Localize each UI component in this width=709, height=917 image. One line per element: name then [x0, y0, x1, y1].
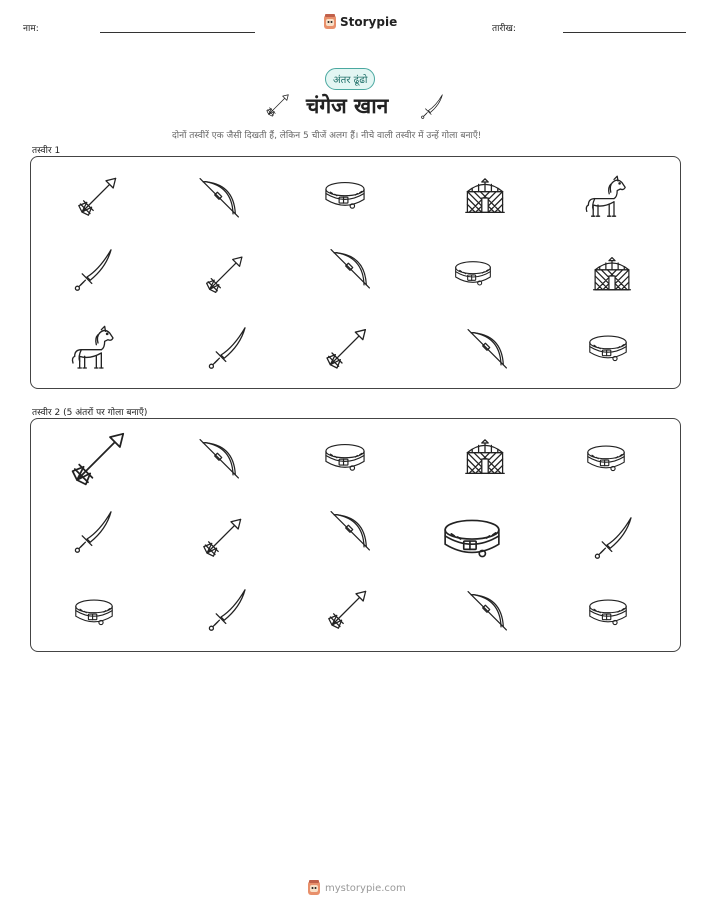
page-title: चंगेज खान	[306, 94, 389, 118]
belt-icon	[583, 327, 633, 369]
arrow-icon	[197, 513, 249, 561]
title-arrow-icon	[262, 91, 294, 119]
arrow-icon	[201, 251, 249, 297]
bow-icon	[328, 507, 374, 553]
arrow-icon	[61, 425, 137, 491]
date-input-line[interactable]	[563, 32, 686, 33]
picture1-label: तस्वीर 1	[32, 146, 61, 156]
sword-icon	[71, 507, 119, 555]
belt-icon	[321, 173, 369, 217]
horse-icon	[581, 173, 631, 221]
bow-icon	[197, 174, 243, 220]
belt-icon	[437, 507, 507, 569]
bow-icon	[197, 435, 243, 481]
yurt-icon	[461, 174, 509, 222]
bow-icon	[328, 245, 374, 291]
bow-icon	[465, 587, 511, 633]
belt-icon	[321, 435, 369, 479]
instructions: दोनों तस्वीरें एक जैसी दिखती हैं, लेकिन 5 चीजें अलग हैं। नीचे वाली तस्वीर में उन्हें गोला बनाएँ!	[172, 131, 482, 141]
title-sword-icon	[418, 92, 448, 120]
brand-name: Storypie	[340, 15, 398, 29]
picture1-panel	[30, 156, 681, 389]
name-label: नाम:	[23, 24, 39, 34]
yurt-icon	[461, 435, 509, 483]
picture2-label: तस्वीर 2 (5 अंतरों पर गोला बनाएँ)	[32, 408, 148, 418]
activity-badge: अंतर ढूंढो	[325, 68, 375, 90]
belt-icon	[581, 437, 631, 479]
horse-icon	[67, 323, 119, 373]
sword-icon	[205, 323, 253, 371]
belt-icon	[583, 591, 633, 633]
picture2-panel	[30, 418, 681, 652]
storypie-mascot-icon	[323, 14, 337, 30]
arrow-icon	[321, 323, 373, 373]
bow-icon	[465, 325, 511, 371]
date-label: तारीख:	[492, 24, 516, 34]
storypie-mascot-icon	[307, 880, 321, 896]
sword-icon	[205, 585, 253, 633]
arrow-icon	[73, 172, 123, 220]
arrow-icon	[323, 585, 373, 633]
footer-site[interactable]: mystorypie.com	[325, 882, 406, 894]
sword-icon	[591, 513, 639, 561]
footer	[307, 880, 406, 896]
sword-icon	[71, 245, 119, 293]
brand-logo	[323, 14, 397, 30]
belt-icon	[449, 253, 497, 293]
name-input-line[interactable]	[100, 32, 255, 33]
yurt-icon	[589, 253, 635, 299]
belt-icon	[69, 591, 119, 633]
